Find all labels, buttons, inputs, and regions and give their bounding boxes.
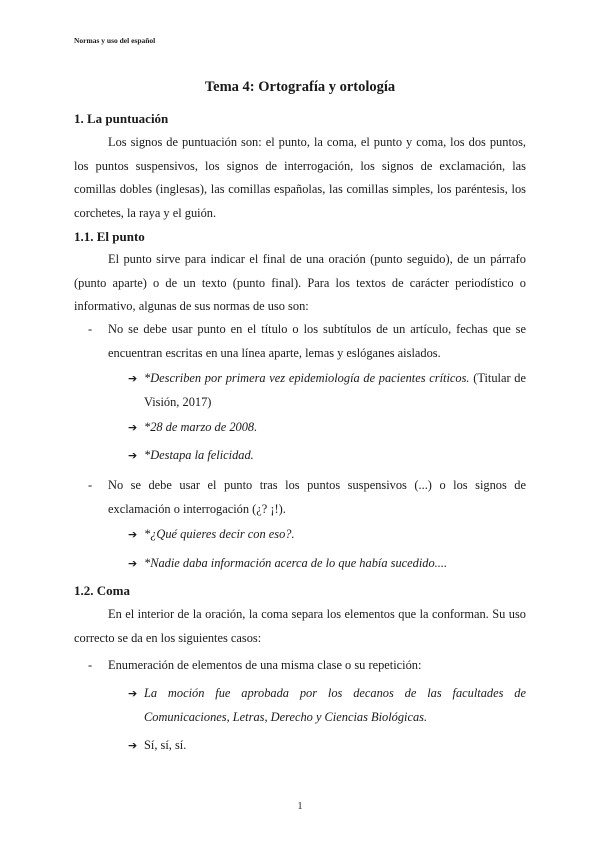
list-item-coma-1 (74, 654, 526, 678)
arrow-icon: ➔ (128, 739, 138, 752)
arrow-icon: ➔ (128, 372, 138, 385)
list-item-text: Enumeración de elementos de una misma clase o su repetición: (108, 658, 422, 672)
example-text: *Destapa la felicidad. (144, 448, 254, 462)
example-text: Sí, sí, sí. (144, 738, 187, 752)
example-item (128, 552, 526, 576)
example-item (128, 416, 526, 440)
list-item-text: No se debe usar el punto tras los puntos suspensivos (...) o los signos de exclamación o interrogación (¿? ¡!). (108, 478, 526, 516)
example-text: *28 de marzo de 2008. (144, 420, 258, 434)
example-item (128, 367, 526, 414)
bullet-dash: - (88, 478, 93, 492)
example-item (128, 444, 526, 468)
example-item (128, 734, 526, 758)
example-text: *¿Qué quieres decir con eso?. (144, 527, 295, 541)
paragraph-puntuacion: Los signos de puntuación son: el punto, la coma, el punto y coma, los dos puntos, los puntos suspensivos, los signos de interrogación, los signos de exclamación, las comillas dobles (inglesas), las comillas españolas, las comillas simples, los paréntesis, los corchetes, la raya y el guión. (74, 135, 526, 220)
arrow-icon: ➔ (128, 528, 138, 541)
list-item-punto-2 (74, 474, 526, 521)
arrow-icon: ➔ (128, 449, 138, 462)
paragraph-punto: El punto sirve para indicar el final de una oración (punto seguido), de un párrafo (punto aparte) o de un texto (punto final). Para los textos de carácter periodístico o informativo, algunas de sus normas de uso son: (74, 252, 526, 313)
example-item (128, 523, 526, 547)
arrow-icon: ➔ (128, 421, 138, 434)
list-item-punto-1 (74, 318, 526, 365)
section-heading-punto: 1.1. El punto (74, 229, 145, 244)
list-item-text: No se debe usar punto en el título o los subtítulos de un artículo, fechas que se encuentran escritas en una línea aparte, lemas y eslóganes aislados. (108, 322, 526, 360)
example-text: La moción fue aprobada por los decanos de las facultades de Comunicaciones, Letras, Derecho y Ciencias Biológicas. (144, 686, 526, 724)
bullet-dash: - (88, 322, 93, 336)
page-title: Tema 4: Ortografía y ortología (204, 79, 396, 95)
section-heading-puntuacion: 1. La puntuación (74, 111, 169, 126)
section-heading-coma: 1.2. Coma (74, 583, 130, 598)
bullet-dash: - (88, 658, 93, 672)
example-text: *Nadie daba información acerca de lo que había sucedido.... (144, 556, 448, 570)
example-item (128, 682, 526, 729)
paragraph-coma: En el interior de la oración, la coma separa los elementos que la conforman. Su uso correcto se da en los siguientes casos: (74, 607, 526, 645)
example-text: *Describen por primera vez epidemiología de pacientes críticos. (Titular de Visión, 2017) (144, 371, 526, 409)
page-number: 1 (297, 801, 303, 812)
running-header: Normas y uso del español (74, 36, 156, 45)
arrow-icon: ➔ (128, 687, 138, 700)
arrow-icon: ➔ (128, 557, 138, 570)
